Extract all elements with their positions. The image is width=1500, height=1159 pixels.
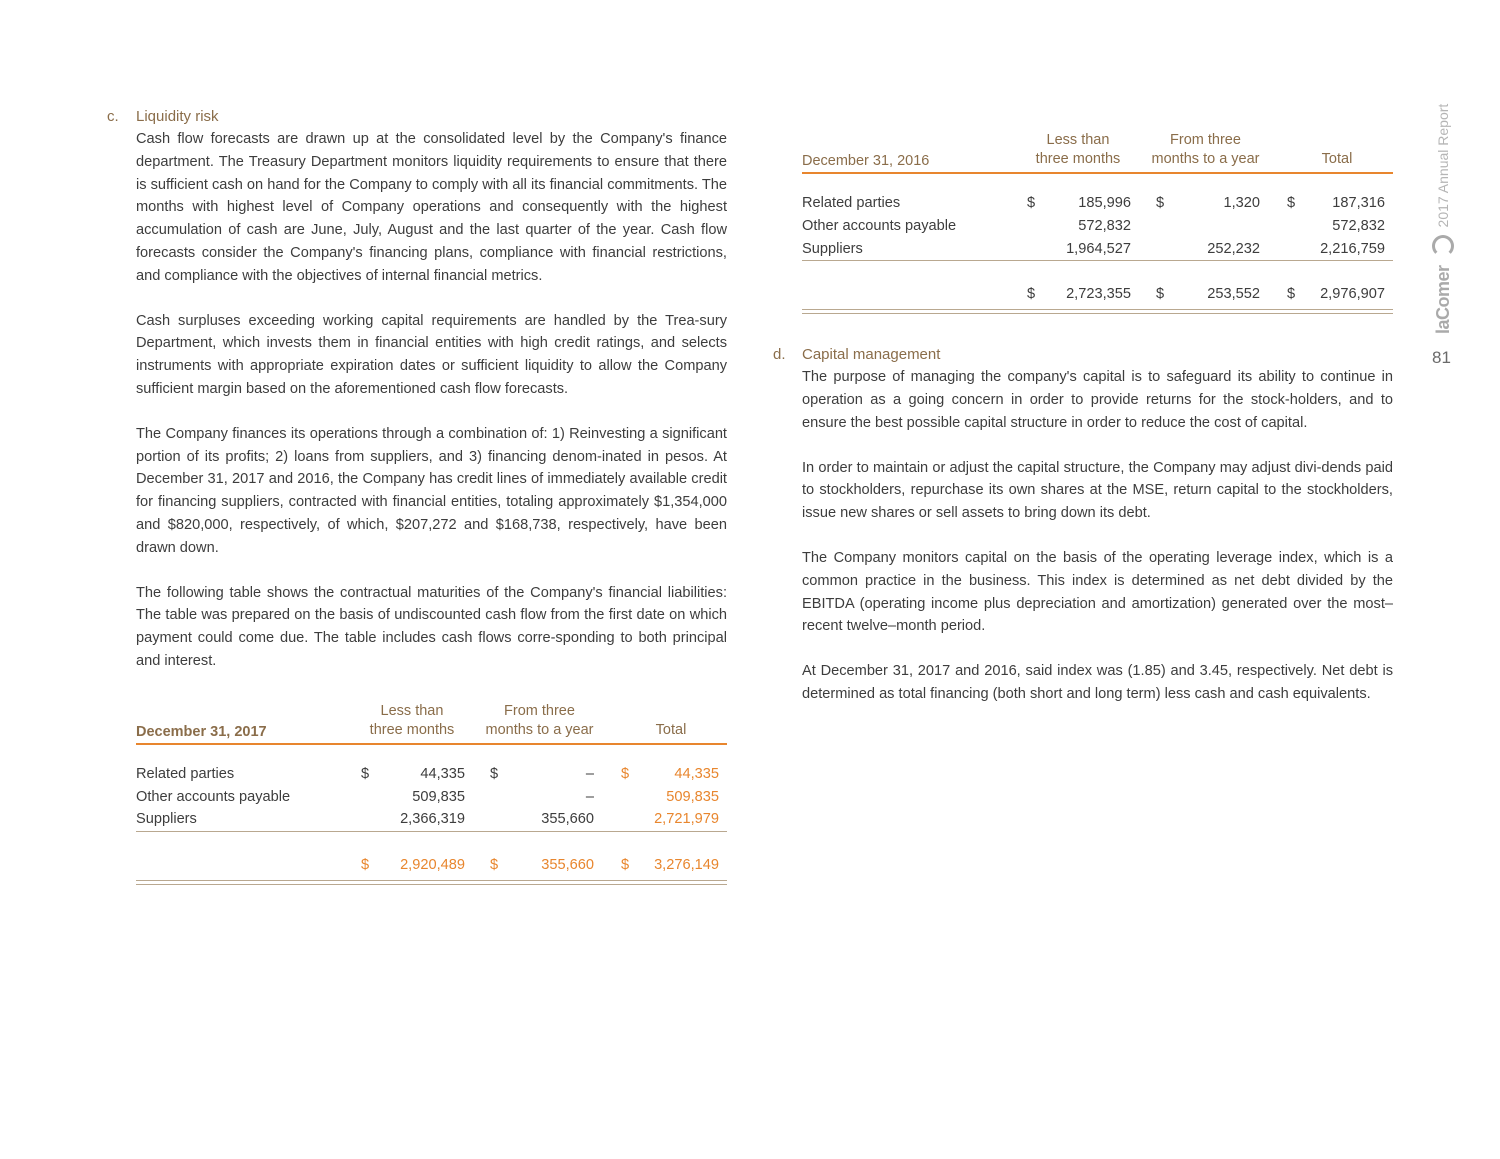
paragraph: The following table shows the contractual maturities of the Company's financial liabilities: The table was prepared on the basis of undiscounted cash flow from the first date on which payment could come due. The table includes cash flows corre-sponding to both principal and interest. bbox=[136, 584, 727, 669]
table-row: Suppliers 1,964,527 252,232 2,216,759 bbox=[802, 238, 1393, 262]
section-d-letter: d. bbox=[773, 346, 786, 364]
section-c-letter: c. bbox=[107, 108, 119, 125]
col-header-three-months-to-year: From three months to a year bbox=[485, 702, 594, 738]
maturity-table-2016 bbox=[802, 124, 1393, 314]
left-column bbox=[107, 106, 727, 885]
table-header bbox=[802, 124, 1393, 174]
section-d-title: Capital management bbox=[802, 346, 941, 364]
brand-logo: laComer bbox=[1432, 265, 1453, 334]
col-header-less-than-three-months: Less than three months bbox=[1035, 132, 1121, 167]
section-c-title: Liquidity risk bbox=[136, 108, 219, 125]
paragraph: At December 31, 2017 and 2016, said index was (1.85) and 3.45, respectively. Net debt is determined as total financing (both short and long term) less cash and cash equivalents. bbox=[802, 663, 1393, 702]
col-header-three-months-to-year: From three months to a year bbox=[1151, 132, 1260, 167]
report-label: 2017 Annual Report bbox=[1435, 103, 1451, 228]
table-date: December 31, 2017 bbox=[136, 723, 267, 740]
table-row: Related parties $ 44,335 $ – $ 44,335 bbox=[136, 765, 719, 782]
double-rule bbox=[802, 309, 1393, 314]
double-rule bbox=[136, 880, 727, 885]
paragraph: The Company monitors capital on the basis of the operating leverage index, which is a common practice in the business. This index is determined as net debt divided by the EBITDA (operating income plus depreciation and amortization) generated over the most–recent twelve–month period. bbox=[802, 549, 1393, 635]
paragraph: Cash flow forecasts are drawn up at the consolidated level by the Company's finance department. The Treasury Department monitors liquidity requirements to ensure that there is sufficient cash on hand for the Company to comply with all its financial commitments. The months with highest level of Company operations and consequently with the highest accumulation of cash are June, July, August and the last quarter of the year. Cash flow forecasts consider the Company's financing plans, compliance with financial restrictions, and compliance with the objectives of internal financial metrics. bbox=[136, 131, 727, 284]
right-column bbox=[773, 124, 1393, 728]
brand-swoosh-icon bbox=[1432, 235, 1454, 257]
section-d-heading bbox=[773, 344, 1393, 366]
table-total-row: $ 2,920,489 $ 355,660 $ 3,276,149 bbox=[361, 857, 719, 874]
paragraph: The purpose of managing the company's capital is to safeguard its ability to continue in operation as a going concern in order to provide returns for the stock-holders, and to ensure the best possible capital structure in order to reduce the cost of capital. bbox=[802, 369, 1393, 431]
maturity-table-2017 bbox=[136, 695, 727, 885]
col-header-less-than-three-months: Less than three months bbox=[369, 702, 455, 738]
table-row: Other accounts payable 572,832 572,832 bbox=[802, 217, 1385, 234]
section-c-heading bbox=[107, 106, 727, 128]
paragraph: The Company finances its operations through a combination of: 1) Reinvesting a significant portion of its profits; 2) loans from suppliers, and 3) financing denom-inated in pesos. At December 31, 2017 and 2016, the Company has credit lines of immediately available credit for financing suppliers, contracted with financial entities, totaling approximately $1,354,000 and $820,000, respectively, of which, $207,272 and $168,738, respectively, have been drawn down. bbox=[136, 425, 727, 556]
table-total-row: $ 2,723,355 $ 253,552 $ 2,976,907 bbox=[1027, 286, 1385, 303]
col-header-total: Total bbox=[1321, 151, 1353, 167]
table-row: Other accounts payable 509,835 – 509,835 bbox=[136, 788, 719, 805]
table-date: December 31, 2016 bbox=[802, 153, 930, 169]
table-header bbox=[136, 695, 727, 745]
table-row: Suppliers 2,366,319 355,660 2,721,979 bbox=[136, 808, 727, 832]
table-row: Related parties $ 185,996 $ 1,320 $ 187,316 bbox=[802, 195, 1385, 211]
col-header-total: Total bbox=[655, 721, 687, 738]
sidebar-vertical bbox=[1428, 64, 1458, 336]
page-number: 81 bbox=[1432, 348, 1451, 367]
paragraph: Cash surpluses exceeding working capital requirements are handled by the Trea-sury Department, which invests them in financial entities with high credit ratings, and selects instruments with appropriate expiration dates or sufficient liquidity to allow the Company sufficient margin based on the aforementioned cash flow forecasts. bbox=[136, 312, 727, 397]
paragraph: In order to maintain or adjust the capital structure, the Company may adjust divi-dends paid to stockholders, repurchase its own shares at the MSE, return capital to the stockholders, issue new shares or sell assets to bring down its debt. bbox=[802, 459, 1393, 522]
